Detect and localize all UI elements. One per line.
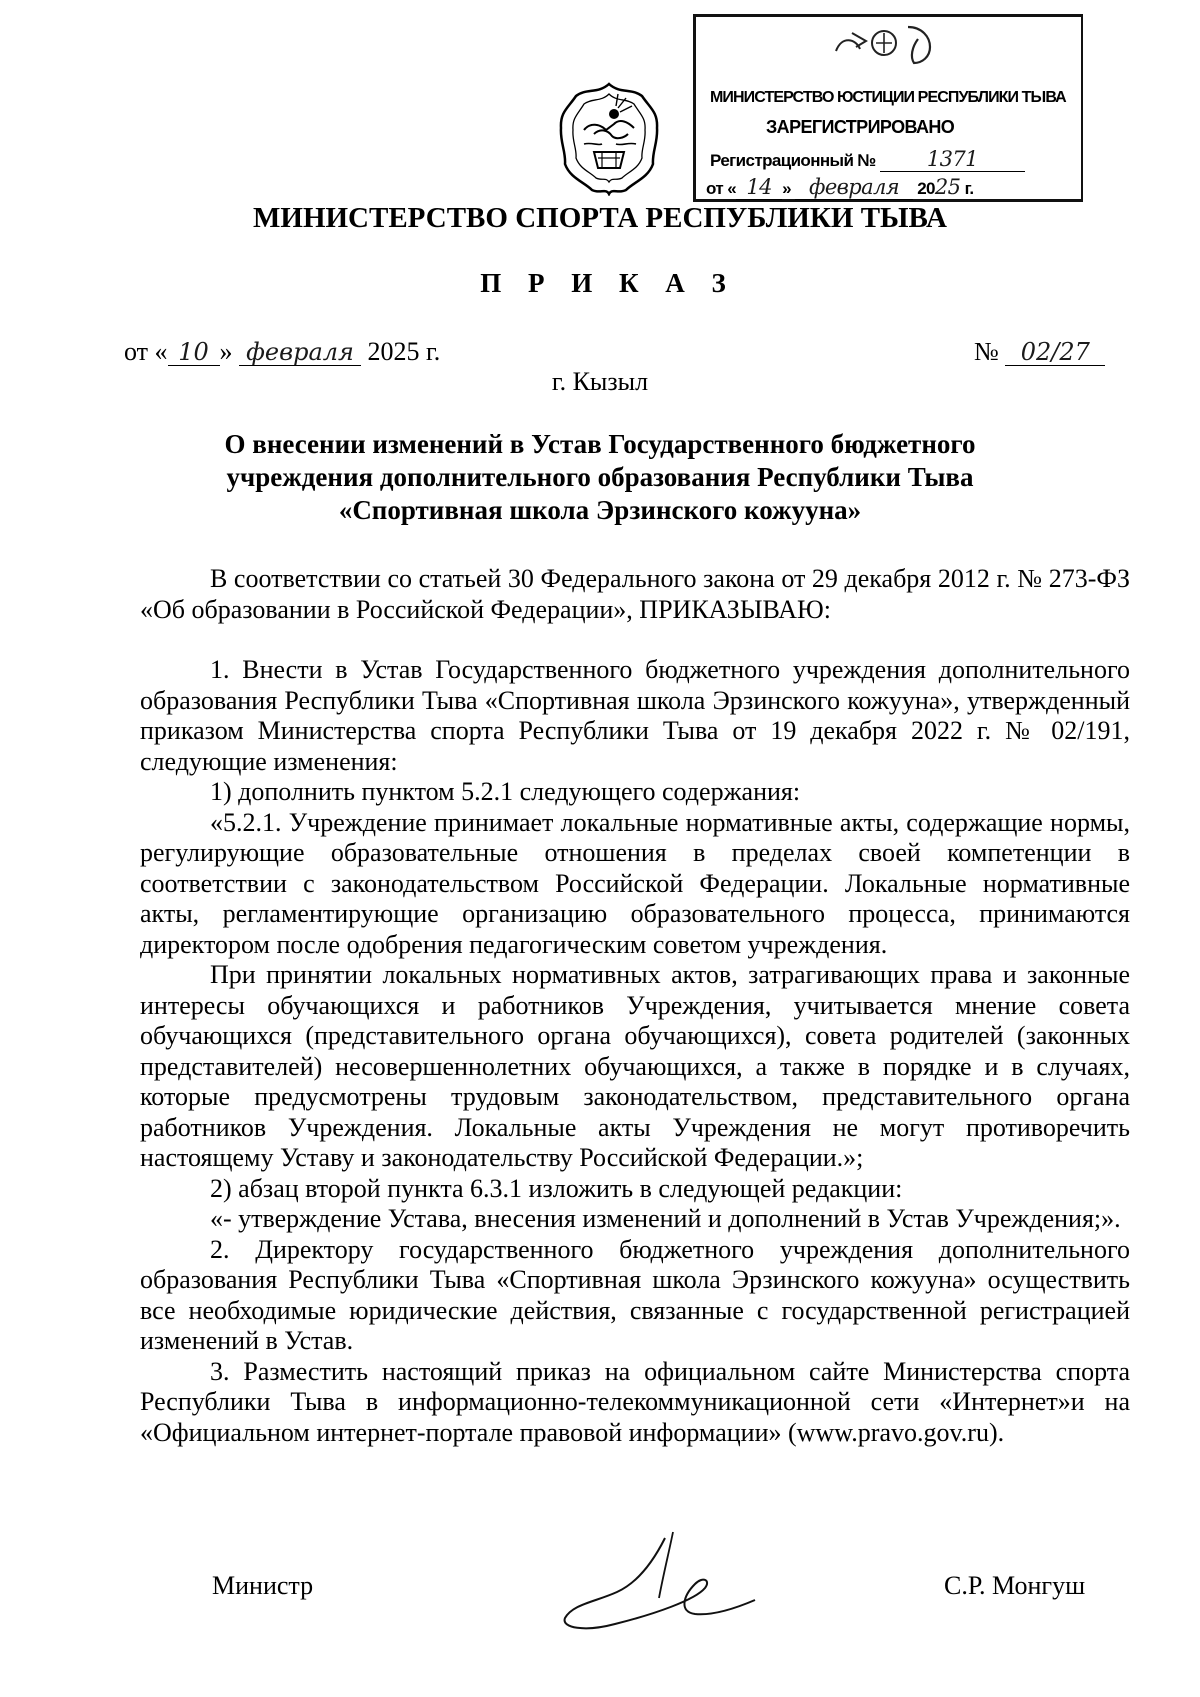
item-3-paragraph: 3. Разместить настоящий приказ на официальном сайте Министерства спорта Республики Тыва в информационно-телекоммуникационной сети «Интернет»и на «Официальном интернет-портале правовой информации» (www.pravo.gov.ru). [140,1356,1130,1447]
date-year: 2025 г. [367,337,441,366]
order-number-label: № [974,337,999,366]
city-line: г. Кызыл [551,367,649,396]
signatory-title: Министр [212,1571,314,1600]
order-body [140,564,1130,1448]
stamp-day: 14 [736,175,782,200]
stamp-registered-label: ЗАРЕГИСТРИРОВАНО [766,117,955,137]
stamp-month: февраля [795,175,913,200]
stamp-reg-number-line [710,147,1073,172]
handwritten-signature [555,1528,785,1638]
item-1-subitem-1-text: «5.2.1. Учреждение принимает локальные нормативные акты, содержащие нормы, регулирующие образовательные отношения в пределах своей компетенции в соответствии с законодательством Российской Федерации. Локальные нормативные акты, регламентирующие организацию образовательного процесса, принимаются директором после одобрения педагогическим советом учреждения. [140,807,1130,959]
coat-of-arms-emblem [554,78,664,196]
item-1-paragraph: 1. Внести в Устав Государственного бюджетного учреждения дополнительного образования Республики Тыва «Спортивная школа Эрзинского кожууна», утвержденный приказом Министерства спорта Республики Тыва от 19 декабря 2022 г. № 02/191, следующие изменения: [140,655,1130,776]
order-number-line [974,337,1105,367]
stamp-date-line [706,175,1073,200]
stamp-year-suffix: 25 [934,175,961,199]
order-number-value: 02/27 [1005,339,1105,366]
item-1-subitem-1: 1) дополнить пунктом 5.2.1 следующего содержания: [210,777,801,806]
document-type-title: П Р И К А З [480,268,736,298]
item-1-subitem-2-text: «- утверждение Устава, внесения изменений и дополнений в Устав Учреждения;». [210,1204,1121,1233]
date-quote-close: » [219,337,233,366]
stamp-reg-number: 1371 [880,147,1025,172]
date-day: 10 [168,339,220,366]
stamp-year-prefix: 20 [917,179,935,198]
order-subject: О внесении изменений в Устав Государственного бюджетного учреждения дополнительного образования Республики Тыва «Спортивная школа Эрзинского кожууна» [224,429,976,525]
signatory-name: С.Р. Монгуш [944,1571,1086,1600]
stamp-reg-label: Регистрационный № [710,151,876,170]
item-1-subitem-2: 2) абзац второй пункта 6.3.1 изложить в следующей редакции: [210,1173,903,1203]
registration-stamp [693,14,1083,202]
item-2-paragraph: 2. Директору государственного бюджетного учреждения дополнительного образования Республики Тыва «Спортивная школа Эрзинского кожууна» осуществить все необходимые юридические действия, связанные с государственной регистрацией изменений в Устав. [140,1234,1130,1355]
stamp-year-unit: г. [964,179,974,198]
stamp-ministry-line: МИНИСТЕРСТВО ЮСТИЦИИ РЕСПУБЛИКИ ТЫВА [710,89,1066,106]
date-prefix: от « [124,337,168,366]
ministry-title: МИНИСТЕРСТВО СПОРТА РЕСПУБЛИКИ ТЫВА [253,202,947,234]
stamp-quote-close: » [782,179,791,198]
item-1-subitem-1-text-continued: При принятии локальных нормативных актов, затрагивающих права и законные интересы обучающихся и работников Учреждения, учитывается мнение совета обучающихся (представительного органа обучающихся), совета родителей (законных представителей) несовершеннолетних обучающихся, а также в порядке и в случаях, которые предусмотрены трудовым законодательством, представительного органа работников Учреждения. Локальные акты Учреждения не могут противоречить настоящему Уставу и законодательству Российской Федерации.»; [140,960,1130,1172]
stamp-emblem-icon [826,21,946,67]
order-date-line [124,337,440,367]
date-month: февраля [239,339,361,366]
stamp-date-prefix: от « [706,179,737,198]
preamble-paragraph: В соответствии со статьей 30 Федерального закона от 29 декабря 2012 г. № 273-ФЗ «Об образовании в Российской Федерации», ПРИКАЗЫВАЮ: [140,564,1130,624]
